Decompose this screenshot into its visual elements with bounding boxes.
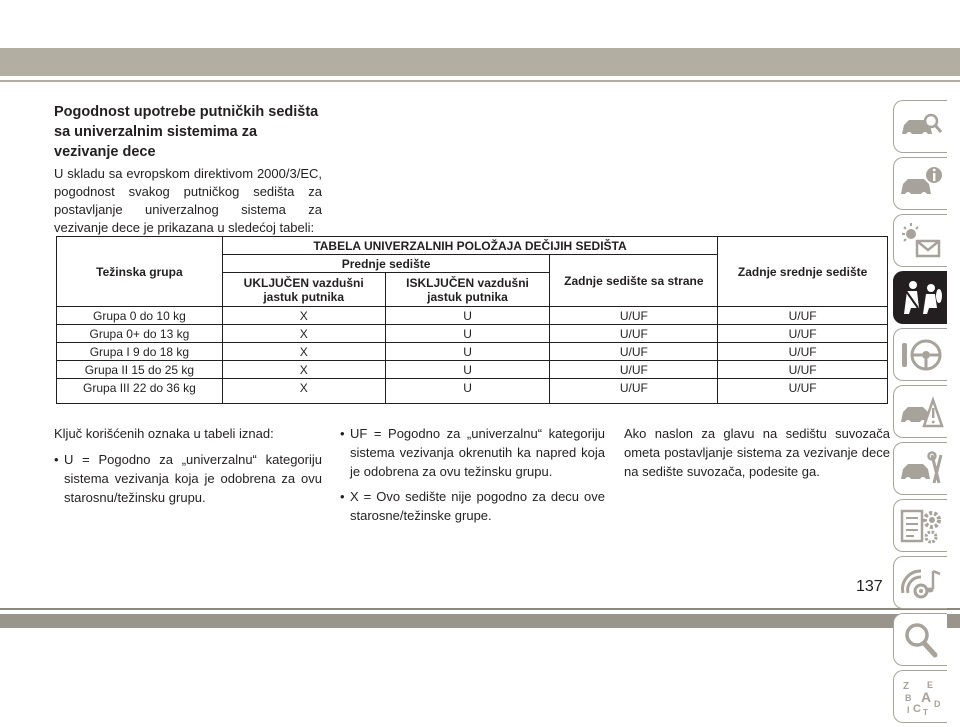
header-airbag-on: [222, 273, 385, 307]
car-search-icon: [899, 107, 943, 147]
index-letter: B: [905, 693, 912, 703]
header-rear-center-seat: Zadnje srednje sedište: [718, 237, 888, 307]
table-row: [57, 379, 888, 404]
cell-rear-center: U/UF: [718, 343, 888, 361]
cell-airbag-off: U: [385, 379, 550, 404]
header-band: [0, 48, 960, 76]
cell-group: Grupa I 9 do 18 kg: [57, 343, 223, 361]
legend-item-uf: [340, 424, 605, 481]
legend-lead: Ključ korišćenih oznaka u tabeli iznad:: [54, 426, 274, 441]
cell-airbag-off: U: [385, 307, 550, 325]
tab-car-search[interactable]: [893, 100, 947, 153]
bullet-mark: •: [340, 426, 345, 441]
cell-rear-center: U/UF: [718, 379, 888, 404]
child-seat-positions-table: [56, 236, 888, 404]
cell-airbag-on: X: [222, 307, 385, 325]
bullet-mark: •: [340, 489, 345, 504]
header-front-seat: Prednje sedište: [222, 255, 550, 273]
cell-rear-side: U/UF: [550, 343, 718, 361]
heading-line: vezivanje dece: [54, 144, 156, 160]
tab-warning-lights[interactable]: [893, 214, 947, 267]
tab-starting-driving[interactable]: [893, 328, 947, 381]
index-letter: A: [921, 689, 932, 705]
tab-multimedia[interactable]: [893, 556, 947, 609]
cell-group: Grupa 0 do 10 kg: [57, 307, 223, 325]
tab-index[interactable]: [893, 670, 947, 723]
legend-text: X = Ovo sedište nije pogodno za decu ove starosne/težinske grupe.: [350, 489, 605, 523]
legend-text: U = Pogodno za „univerzalnu“ kategoriju sistema vezivanja koja je odobrena za ovu starosnu/težinsku grupu.: [64, 452, 322, 505]
cell-rear-center: U/UF: [718, 307, 888, 325]
cell-rear-side: U/UF: [550, 379, 718, 404]
cell-group: Grupa 0+ do 13 kg: [57, 325, 223, 343]
index-letter: I: [907, 705, 910, 715]
header-airbag-on-line: jastuk putnika: [263, 289, 345, 304]
header-table-title: TABELA UNIVERZALNIH POLOŽAJA DEČIJIH SEDIŠTA: [222, 237, 717, 255]
tab-car-info[interactable]: [893, 157, 947, 210]
page-number: 137: [856, 578, 883, 595]
cell-group: Grupa II 15 do 25 kg: [57, 361, 223, 379]
cell-airbag-on: X: [222, 361, 385, 379]
bullet-mark: •: [54, 452, 59, 467]
cell-airbag-on: X: [222, 325, 385, 343]
header-airbag-off-line: jastuk putnika: [427, 289, 508, 304]
table-row: [57, 361, 888, 379]
footer-band: [0, 614, 960, 628]
section-heading: [54, 102, 329, 162]
index-letter: E: [927, 680, 934, 690]
heading-line: sa univerzalnim sistemima za: [54, 124, 258, 140]
intro-paragraph: U skladu sa evropskom direktivom 2000/3/EC, pogodnost svakog putničkog sedišta za postavljanje univerzalnog sistema za vezivanje dece je prikazana u sledećoj tabeli:: [54, 166, 322, 235]
index-letter: T: [923, 708, 928, 717]
table-row: [57, 343, 888, 361]
tab-specifications[interactable]: [893, 499, 947, 552]
header-airbag-on-line: UKLJUČEN vazdušni: [243, 275, 364, 290]
header-rear-side-seat: Zadnje sedište sa strane: [550, 255, 718, 307]
cell-airbag-off: U: [385, 343, 550, 361]
chapter-tabs: [893, 100, 947, 727]
tab-safety[interactable]: [893, 271, 947, 324]
cell-airbag-on: X: [222, 379, 385, 404]
seatbelt-airbag-icon: [899, 278, 943, 318]
table-row: [57, 307, 888, 325]
tab-emergency[interactable]: [893, 385, 947, 438]
header-weight-group: Težinska grupa: [57, 237, 223, 307]
header-airbag-off-line: ISKLJUČEN vazdušni: [406, 275, 529, 290]
table-row: [57, 325, 888, 343]
car-tools-icon: [899, 449, 943, 489]
legend-item-u: [54, 450, 322, 507]
index-letter: C: [913, 703, 921, 715]
cell-airbag-on: X: [222, 343, 385, 361]
legend-item-x: [340, 487, 605, 525]
cell-airbag-off: U: [385, 361, 550, 379]
index-letter: D: [934, 699, 941, 709]
car-breakdown-warning-icon: [899, 392, 943, 432]
car-info-icon: [899, 164, 943, 204]
legend-column-2: [340, 424, 605, 525]
header-airbag-off: [385, 273, 550, 307]
index-letter: Z: [903, 681, 910, 692]
alphabetical-index-icon: [899, 677, 943, 717]
specifications-gear-icon: [899, 506, 943, 546]
search-icon: [899, 620, 943, 660]
tab-search[interactable]: [893, 613, 947, 666]
warning-light-envelope-icon: [899, 221, 943, 261]
cell-rear-side: U/UF: [550, 361, 718, 379]
cell-rear-center: U/UF: [718, 325, 888, 343]
header-rule: [0, 80, 960, 82]
tab-service[interactable]: [893, 442, 947, 495]
heading-line: Pogodnost upotrebe putničkih sedišta: [54, 104, 319, 120]
cell-rear-side: U/UF: [550, 307, 718, 325]
multimedia-note-icon: [899, 563, 943, 603]
footer-rule: [0, 608, 960, 610]
steering-wheel-icon: [899, 335, 943, 375]
legend-text: UF = Pogodno za „univerzalnu“ kategoriju sistema vezivanja okrenutih ka napred koja je odobrena za ovu težinsku grupu.: [350, 426, 605, 479]
cell-rear-side: U/UF: [550, 325, 718, 343]
cell-group: Grupa III 22 do 36 kg: [57, 379, 223, 404]
legend-column-1: [54, 424, 322, 507]
headrest-note: Ako naslon za glavu na sedištu suvozača ometa postavljanje sistema za vezivanje dece na sedište suvozača, podesite ga.: [624, 426, 890, 479]
cell-rear-center: U/UF: [718, 361, 888, 379]
cell-airbag-off: U: [385, 325, 550, 343]
